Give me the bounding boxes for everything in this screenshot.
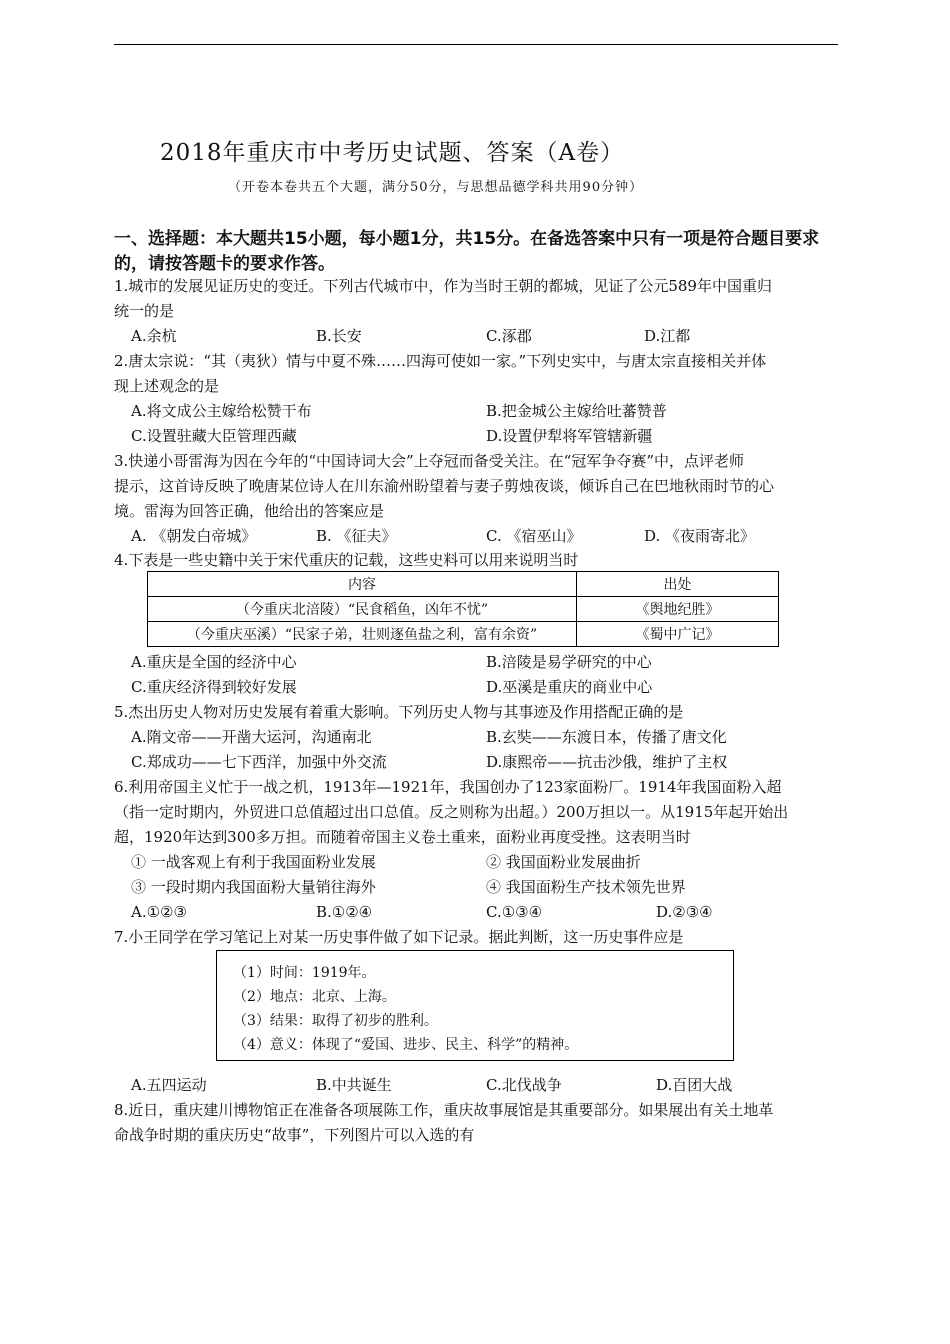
answer-option: D.江都 [644, 327, 691, 345]
question-text: 4.下表是一些史籍中关于宋代重庆的记载，这些史料可以用来说明当时 [114, 551, 579, 569]
answer-option: D.巫溪是重庆的商业中心 [486, 678, 653, 696]
question-text: 5.杰出历史人物对历史发展有着重大影响。下列历史人物与其事迹及作用搭配正确的是 [114, 703, 684, 721]
table-cell: （今重庆巫溪）“民家子弟，壮则逐鱼盐之利，富有余资” [148, 622, 577, 647]
answer-option: C.郑成功——七下西洋，加强中外交流 [131, 753, 387, 771]
table-header-row [148, 572, 779, 597]
question-text: 2.唐太宗说：“其（夷狄）情与中夏不殊……四海可使如一家。”下列史实中，与唐太宗直接相关并体 [114, 352, 767, 370]
question-text: （指一定时期内，外贸进口总值超过出口总值。反之则称为出超。）200万担以一。从1915年起开始出 [114, 803, 789, 821]
study-note-box [216, 950, 734, 1061]
question-text: 境。雷海为回答正确，他给出的答案应是 [114, 502, 385, 520]
question-text: 现上述观念的是 [114, 377, 220, 395]
answer-option: B.涪陵是易学研究的中心 [486, 653, 652, 671]
note-line: （2）地点：北京、上海。 [233, 989, 396, 1005]
question-text: 3.快递小哥雷海为因在今年的“中国诗词大会”上夺冠而备受关注。在“冠军争夺赛”中，点评老师 [114, 452, 744, 470]
question-text: 统一的是 [114, 302, 175, 320]
answer-option: C.北伐战争 [486, 1076, 562, 1094]
answer-option: A.余杭 [131, 327, 177, 345]
table-cell: （今重庆北涪陵）“民食稻鱼，凶年不忧” [148, 597, 577, 622]
note-line: （4）意义：体现了“爱国、进步、民主、科学”的精神。 [233, 1037, 579, 1053]
question-text: 6.利用帝国主义忙于一战之机，1913年—1921年，我国创办了123家面粉厂。1914年我国面粉入超 [114, 778, 782, 796]
table-header: 出处 [577, 572, 779, 597]
question-text: 超，1920年达到300多万担。而随着帝国主义卷土重来，面粉业再度受挫。这表明当时 [114, 828, 691, 846]
section-heading: 一、选择题：本大题共15小题，每小题1分，共15分。在备选答案中只有一项是符合题目要求的，请按答题卡的要求作答。 [114, 229, 820, 274]
answer-option: D. 《夜雨寄北》 [644, 527, 756, 545]
question-text: 提示，这首诗反映了晚唐某位诗人在川东渝州盼望着与妻子剪烛夜谈，倾诉自己在巴地秋雨时节的心 [114, 477, 775, 495]
answer-option: A.①②③ [131, 903, 187, 921]
answer-option: C.设置驻藏大臣管理西藏 [131, 427, 297, 445]
answer-option: B.①②④ [316, 903, 373, 921]
exam-title: 2018年重庆市中考历史试题、答案（A卷） [160, 140, 625, 166]
answer-option: A. 《朝发白帝城》 [131, 527, 257, 545]
question-text: 8.近日，重庆建川博物馆正在准备各项展陈工作，重庆故事展馆是其重要部分。如果展出有关土地革 [114, 1101, 774, 1119]
answer-option: C.①③④ [486, 903, 543, 921]
exam-subtitle: （开卷本卷共五个大题，满分50分，与思想品德学科共用90分钟） [228, 180, 644, 195]
source-table [147, 571, 779, 647]
table-header: 内容 [148, 572, 577, 597]
answer-option: C.重庆经济得到较好发展 [131, 678, 297, 696]
answer-option: B.玄奘——东渡日本，传播了唐文化 [486, 728, 727, 746]
answer-option: D.百团大战 [656, 1076, 733, 1094]
answer-option: A.将文成公主嫁给松赞干布 [131, 402, 312, 420]
table-cell: 《蜀中广记》 [577, 622, 779, 647]
question-text: 7.小王同学在学习笔记上对某一历史事件做了如下记录。据此判断，这一历史事件应是 [114, 928, 684, 946]
answer-option: B.把金城公主嫁给吐蕃赞普 [486, 402, 667, 420]
answer-option: A.隋文帝——开凿大运河，沟通南北 [131, 728, 372, 746]
answer-option: B.长安 [316, 327, 362, 345]
note-line: （1）时间：1919年。 [233, 965, 376, 981]
answer-option: D.②③④ [656, 903, 713, 921]
statement-item: ② 我国面粉业发展曲折 [486, 853, 641, 871]
answer-option: C.涿郡 [486, 327, 532, 345]
answer-option: D.康熙帝——抗击沙俄，维护了主权 [486, 753, 728, 771]
statement-item: ① 一战客观上有利于我国面粉业发展 [131, 853, 376, 871]
answer-option: C. 《宿巫山》 [486, 527, 582, 545]
note-line: （3）结果：取得了初步的胜利。 [233, 1013, 438, 1029]
answer-option: B.中共诞生 [316, 1076, 392, 1094]
question-text: 1.城市的发展见证历史的变迁。下列古代城市中，作为当时王朝的都城，见证了公元589年中国重归 [114, 277, 772, 295]
table-row [148, 622, 779, 647]
answer-option: D.设置伊犁将军管辖新疆 [486, 427, 653, 445]
question-text: 命战争时期的重庆历史“故事”，下列图片可以入选的有 [114, 1126, 475, 1144]
table-cell: 《舆地纪胜》 [577, 597, 779, 622]
statement-item: ③ 一段时期内我国面粉大量销往海外 [131, 878, 376, 896]
answer-option: A.五四运动 [131, 1076, 207, 1094]
header-rule [114, 44, 838, 45]
answer-option: A.重庆是全国的经济中心 [131, 653, 297, 671]
answer-option: B. 《征夫》 [316, 527, 397, 545]
table-row [148, 597, 779, 622]
statement-item: ④ 我国面粉生产技术领先世界 [486, 878, 686, 896]
